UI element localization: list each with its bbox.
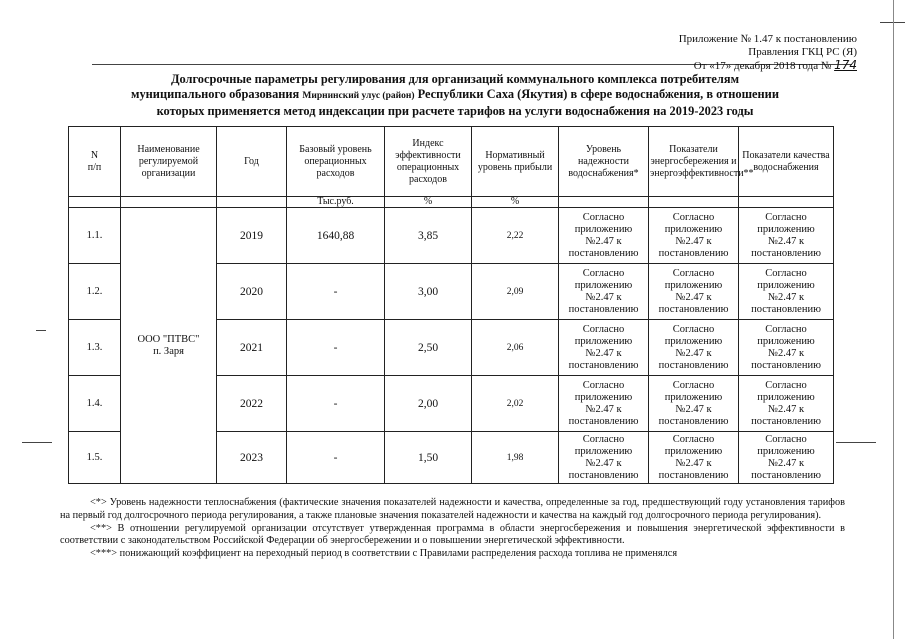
annex-text-line: Согласно <box>765 433 807 445</box>
reliability-cell <box>559 320 649 376</box>
col-number <box>69 127 121 197</box>
title-line-3: которых применяется метод индексации при расчете тарифов на услуги водоснабжения на 2019-2023 годы <box>156 104 754 118</box>
quality-cell <box>739 376 834 432</box>
row-number: 1.5. <box>69 432 121 484</box>
annex-text-line: Согласно <box>765 379 807 391</box>
annex-text-line: приложению <box>757 445 815 457</box>
annex-text-line: №2.47 к <box>585 457 622 469</box>
footnotes <box>60 497 845 561</box>
profit-level-cell: 1,98 <box>472 432 559 484</box>
col-base-costs: Базовый уровень операционных расходов <box>287 127 385 197</box>
efficiency-index-cell: 3,00 <box>385 264 472 320</box>
annex-text-line: Согласно <box>672 323 715 335</box>
annex-text-line: Согласно <box>672 433 715 445</box>
row-number: 1.1. <box>69 208 121 264</box>
annex-text-line: постановлению <box>751 247 821 259</box>
annex-text-line: №2.47 к <box>585 291 622 303</box>
energy-saving-cell <box>649 376 739 432</box>
footnote-2: <**> В отношении регулируемой организации отсутствует утвержденная программа в области энергосбережения и повышения энергетической эффективности в соответствии с законодательством Российской Федерации об энергосбережении и о повышении энергетической эффективности. <box>60 522 845 547</box>
annex-text-line: постановлению <box>658 247 729 259</box>
parameters-table <box>68 126 834 484</box>
organization-name-line: п. Заря <box>153 345 184 357</box>
col-number-line-1: N <box>90 149 99 161</box>
efficiency-index-cell: 2,50 <box>385 320 472 376</box>
scan-line <box>836 442 876 443</box>
annex-text-line: №2.47 к <box>675 235 712 247</box>
annex-text-line: приложению <box>664 279 723 291</box>
annex-text-line: постановлению <box>658 359 729 371</box>
energy-saving-cell <box>649 432 739 484</box>
col-energy-saving: Показатели энергосбережения и энергоэффективности** <box>649 127 739 197</box>
organization-name-line: ООО "ПТВС" <box>137 333 200 345</box>
annex-text-line: №2.47 к <box>675 291 712 303</box>
col-profit-level: Нормативный уровень прибыли <box>472 127 559 197</box>
annex-text-line: №2.47 к <box>675 457 712 469</box>
year-cell: 2022 <box>217 376 287 432</box>
annex-text-line: постановлению <box>658 303 729 315</box>
annex-text-line: приложению <box>574 391 633 403</box>
header-row <box>69 127 834 197</box>
unit-cell <box>121 197 217 208</box>
annex-text-line: приложению <box>664 223 723 235</box>
scan-line <box>893 0 894 639</box>
table-body <box>69 208 834 484</box>
annex-text-line: №2.47 к <box>675 347 712 359</box>
annex-text-line: №2.47 к <box>585 235 622 247</box>
energy-saving-cell <box>649 208 739 264</box>
annex-date-text: От «17» декабря 2018 года № <box>693 60 832 72</box>
annex-text-line: постановлению <box>568 247 639 259</box>
annex-text-line: Согласно <box>582 323 625 335</box>
annex-authority: Правления ГКЦ РС (Я) <box>748 46 857 58</box>
annex-text-line: постановлению <box>568 415 639 427</box>
year-cell: 2019 <box>217 208 287 264</box>
annex-text-line: №2.47 к <box>767 235 805 247</box>
annex-text-line: приложению <box>574 223 633 235</box>
annex-text-line: Согласно <box>765 267 807 279</box>
base-costs-cell: 1640,88 <box>287 208 385 264</box>
row-number: 1.2. <box>69 264 121 320</box>
units-row <box>69 197 834 208</box>
annex-text-line: постановлению <box>751 303 821 315</box>
table-row <box>69 208 834 264</box>
quality-cell <box>739 320 834 376</box>
title-line-2-start: муниципального образования <box>131 87 300 101</box>
annex-text-line: Согласно <box>582 433 625 445</box>
reliability-cell <box>559 264 649 320</box>
title-line-2-end: Республики Саха (Якутия) в сфере водоснабжения, в отношении <box>417 87 779 101</box>
annex-text-line: постановлению <box>568 359 639 371</box>
col-efficiency-index: Индекс эффективности операционных расходов <box>385 127 472 197</box>
annex-text-line: постановлению <box>658 415 729 427</box>
annex-reference: Приложение № 1.47 к постановлению <box>678 33 857 45</box>
annex-text-line: приложению <box>574 445 633 457</box>
title-district: Мирнинский улус (район) <box>302 91 415 101</box>
annex-text-line: №2.47 к <box>585 403 622 415</box>
energy-saving-cell <box>649 320 739 376</box>
base-costs-cell: - <box>287 376 385 432</box>
col-number-line-2: п/п <box>87 161 102 173</box>
annex-text-line: постановлению <box>751 415 821 427</box>
col-organization: Наименование регулируемой организации <box>121 127 217 197</box>
annex-text-line: постановлению <box>751 469 821 481</box>
year-cell: 2023 <box>217 432 287 484</box>
base-costs-cell: - <box>287 432 385 484</box>
annex-text-line: приложению <box>574 335 633 347</box>
year-cell: 2020 <box>217 264 287 320</box>
annex-text-line: приложению <box>757 223 815 235</box>
document-title <box>40 72 870 119</box>
unit-cell <box>559 197 649 208</box>
annex-text-line: Согласно <box>765 323 807 335</box>
year-cell: 2021 <box>217 320 287 376</box>
annex-text-line: приложению <box>574 279 633 291</box>
energy-saving-cell <box>649 264 739 320</box>
organization-name <box>121 208 217 484</box>
footnote-3: <***> понижающий коэффициент на переходный период в соответствии с Правилами распределения расхода топлива не применялся <box>90 548 678 560</box>
quality-cell <box>739 432 834 484</box>
profit-level-cell: 2,09 <box>472 264 559 320</box>
annex-text-line: приложению <box>664 335 723 347</box>
base-costs-cell: - <box>287 264 385 320</box>
unit-cell <box>739 197 834 208</box>
annex-text-line: Согласно <box>582 211 625 223</box>
col-reliability: Уровень надежности водоснабжения* <box>559 127 649 197</box>
profit-level-cell: 2,02 <box>472 376 559 432</box>
base-costs-cell: - <box>287 320 385 376</box>
row-number: 1.4. <box>69 376 121 432</box>
annex-text-line: №2.47 к <box>585 347 622 359</box>
annex-text-line: приложению <box>757 279 815 291</box>
quality-cell <box>739 208 834 264</box>
annex-text-line: приложению <box>757 335 815 347</box>
col-quality: Показатели качества водоснабжения <box>739 127 834 197</box>
annex-text-line: Согласно <box>582 267 625 279</box>
annex-text-line: №2.47 к <box>767 291 805 303</box>
quality-cell <box>739 264 834 320</box>
annex-text-line: постановлению <box>568 469 639 481</box>
annex-text-line: Согласно <box>672 379 715 391</box>
unit-efficiency: % <box>385 197 472 208</box>
annex-text-line: постановлению <box>568 303 639 315</box>
unit-cell <box>649 197 739 208</box>
annex-text-line: Согласно <box>765 211 807 223</box>
scan-line <box>36 330 46 331</box>
annex-text-line: Согласно <box>672 211 715 223</box>
annex-text-line: №2.47 к <box>675 403 712 415</box>
profit-level-cell: 2,06 <box>472 320 559 376</box>
title-line-1: Долгосрочные параметры регулирования для организаций коммунального комплекса потребителям <box>170 72 740 86</box>
annex-text-line: Согласно <box>672 267 715 279</box>
profit-level-cell: 2,22 <box>472 208 559 264</box>
handwritten-number: 174 <box>834 58 857 72</box>
col-year: Год <box>217 127 287 197</box>
reliability-cell <box>559 432 649 484</box>
annex-text-line: №2.47 к <box>767 457 805 469</box>
reliability-cell <box>559 208 649 264</box>
efficiency-index-cell: 1,50 <box>385 432 472 484</box>
annex-text-line: №2.47 к <box>767 347 805 359</box>
unit-cell <box>217 197 287 208</box>
scan-line <box>22 442 52 443</box>
unit-cell <box>69 197 121 208</box>
row-number: 1.3. <box>69 320 121 376</box>
efficiency-index-cell: 3,85 <box>385 208 472 264</box>
footnote-1: <*> Уровень надежности теплоснабжения (фактические значения показателей надежности и качества, определенные за год, предшествующий году установления тарифов на первый год долгосрочного периода регулирования, а также плановые значения показателей надежности и качества на каждый год долгосрочного периода регулирования). <box>60 497 845 521</box>
title-line-2 <box>40 87 870 104</box>
annex-text-line: приложению <box>664 445 723 457</box>
efficiency-index-cell: 2,00 <box>385 376 472 432</box>
annex-date <box>694 59 857 73</box>
annex-text-line: приложению <box>757 391 815 403</box>
unit-base: Тыс.руб. <box>287 197 385 208</box>
annex-text-line: приложению <box>664 391 723 403</box>
annex-text-line: постановлению <box>658 469 729 481</box>
annex-text-line: Согласно <box>582 379 625 391</box>
annex-text-line: №2.47 к <box>767 403 805 415</box>
annex-text-line: постановлению <box>751 359 821 371</box>
unit-profit: % <box>472 197 559 208</box>
reliability-cell <box>559 376 649 432</box>
